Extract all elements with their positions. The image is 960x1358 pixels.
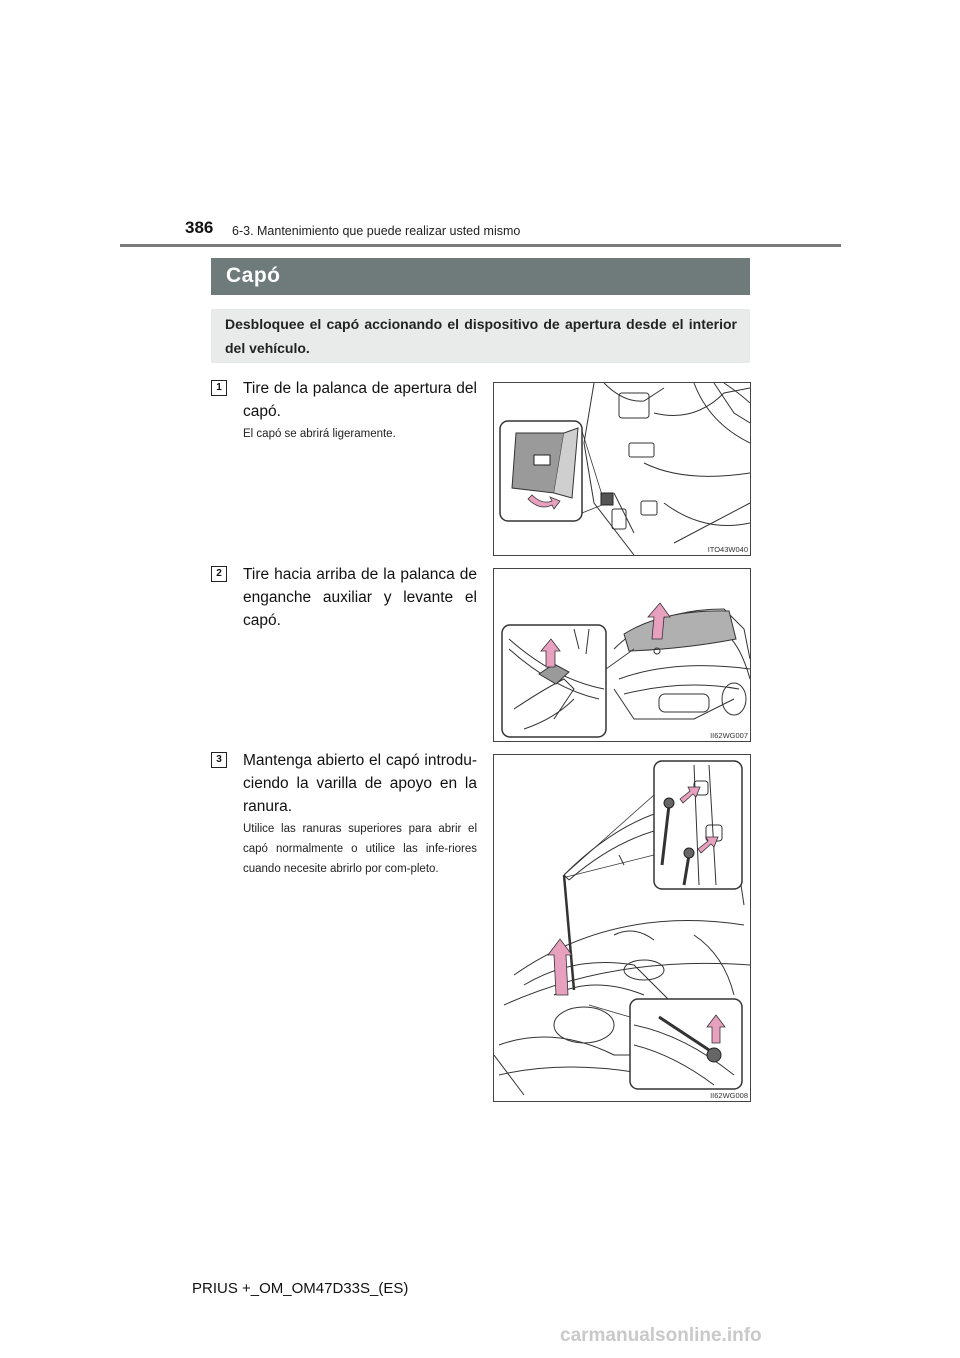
illustration-auxiliary-latch [493,568,751,742]
step-2-text: Tire hacia arriba de la palanca de enganche auxiliar y levante el capó. [243,566,477,629]
step-1-text: Tire de la palanca de apertura del capó. [243,380,477,420]
footer-document-code: PRIUS +_OM_OM47D33S_(ES) [192,1280,409,1297]
illustration-hood-release-lever [493,382,751,556]
page-number: 386 [185,218,214,237]
dashboard-lever-drawing [494,383,750,555]
step-number-1: 1 [211,380,227,396]
car-front-drawing [494,569,750,741]
title-bar [211,258,750,295]
step-3-text: Mantenga abierto el capó introdu-ciendo la varilla de apoyo en la ranura. [243,752,477,815]
intro-text: Desbloquee el capó accionando el dispositivo de apertura desde el interior del vehículo. [225,316,737,356]
step-number-2: 2 [211,566,227,582]
image-code: II62WG008 [710,1091,748,1100]
step-3-note: Utilice las ranuras superiores para abrir el capó normalmente o utilice las infe-riores cuando necesite abrirlo por com-pleto. [243,823,477,875]
engine-bay-drawing [494,755,750,1101]
step-number-3: 3 [211,752,227,768]
image-code: ITO43W040 [707,545,748,554]
header-rule [120,244,841,247]
illustration-support-rod [493,754,751,1102]
watermark: carmanualsonline.info [560,1325,762,1346]
image-code: II62WG007 [710,731,748,740]
section-title: 6-3. Mantenimiento que puede realizar usted mismo [232,224,521,238]
step-1-note: El capó se abrirá ligeramente. [243,428,396,440]
page-title: Capó [226,264,281,287]
